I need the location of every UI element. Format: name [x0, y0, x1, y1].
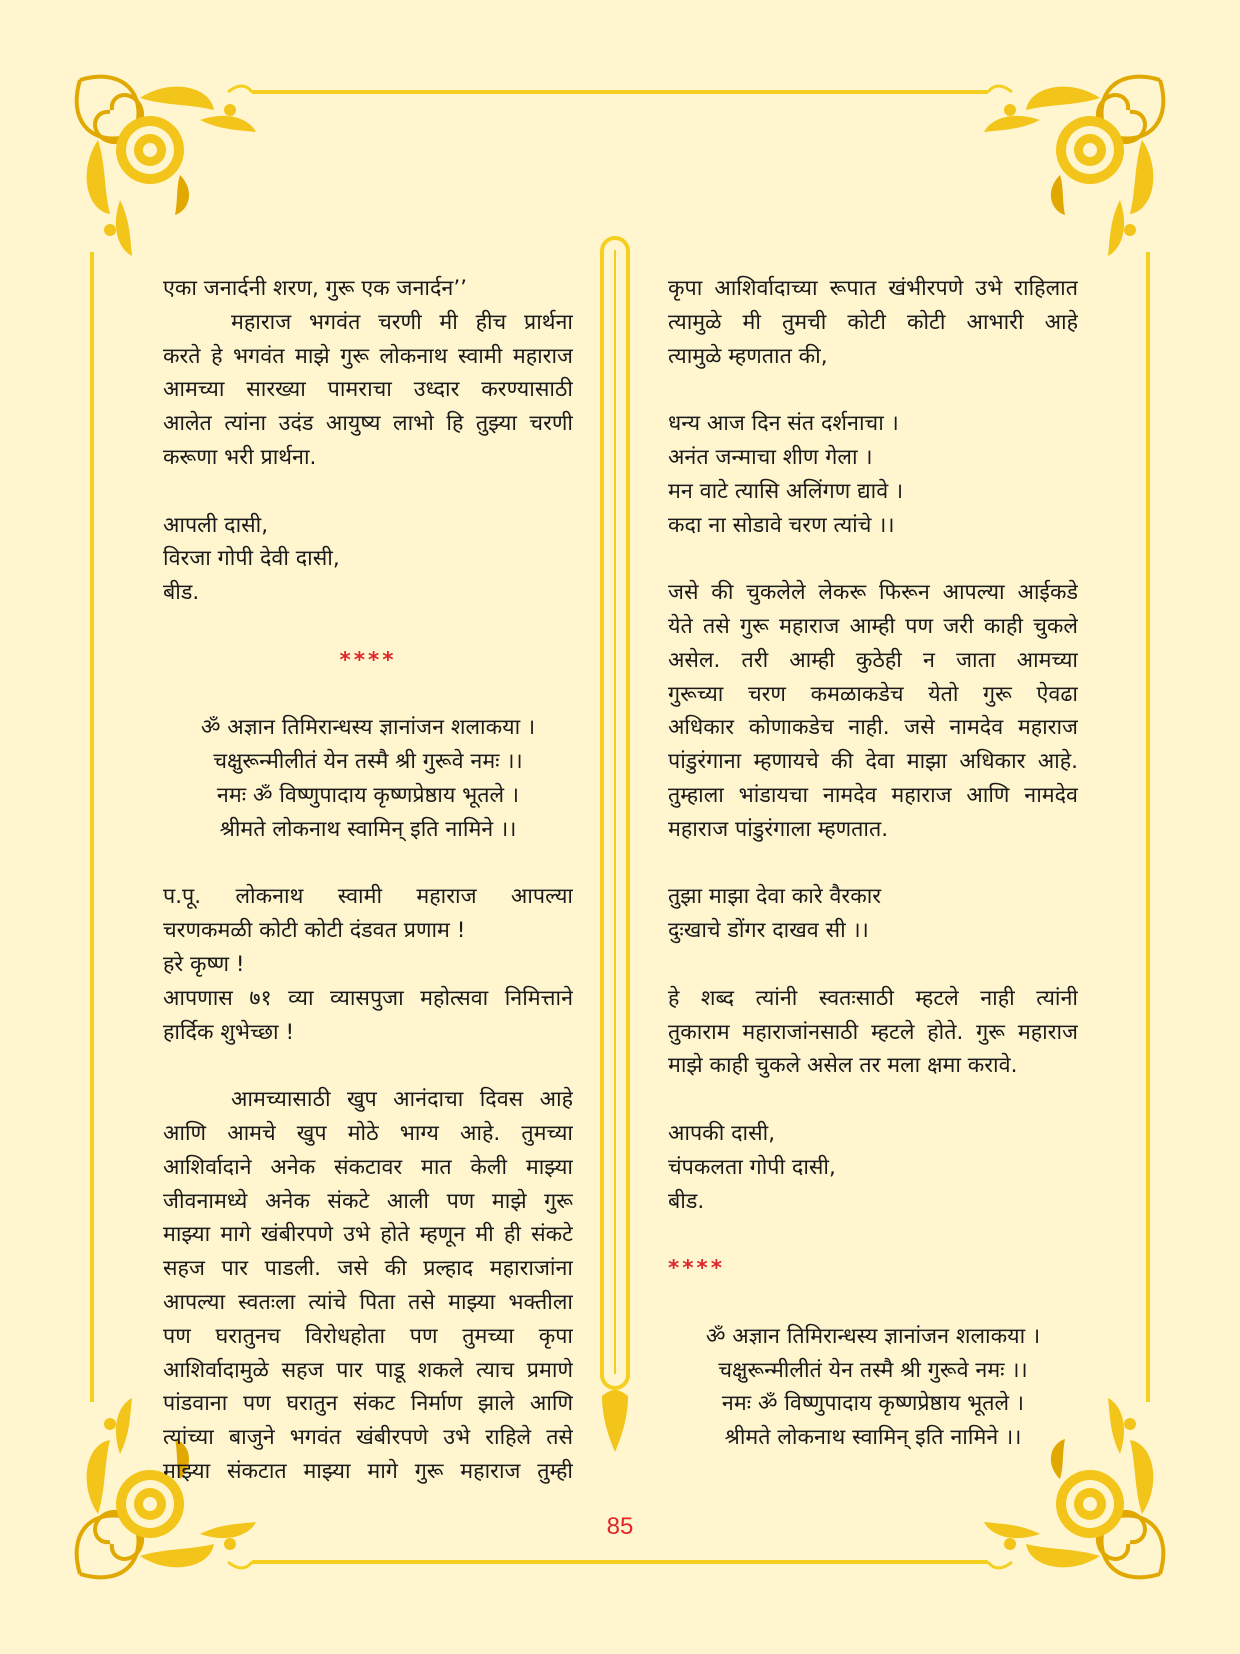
text-line: नमः ॐ विष्णुपादाय कृष्णप्रेष्ठाय भूतले । — [216, 782, 520, 808]
text-line: त्यामुळे मी तुमची कोटी कोटी आभारी आहे — [668, 309, 1078, 335]
text-line: माझे काही चुकले असेल तर मला क्षमा करावे. — [668, 1053, 1018, 1079]
text-line: आणि आमचे खुप मोठे भाग्य आहे. तुमच्या — [163, 1120, 573, 1146]
blank-line — [163, 678, 573, 712]
text-line: पण घरातुनच विरोधहोता पण तुमच्या कृपा — [163, 1323, 573, 1349]
blank-line — [163, 475, 573, 509]
text-line: गुरूच्या चरण कमळाकडेच येतो गुरू ऐवढा — [668, 681, 1078, 707]
section-divider-stars: **** — [339, 647, 397, 673]
text-line: हार्दिक शुभेच्छा ! — [163, 1019, 295, 1045]
text-line: जसे की चुकलेले लेकरू फिरून आपल्या आईकडे — [668, 580, 1078, 606]
blank-line — [668, 373, 1078, 407]
page-number: 85 — [606, 1513, 634, 1540]
text-line: माझ्या मागे खंबीरपणे उभे होते म्हणून मी ही संकटे — [163, 1222, 573, 1248]
text-line: प.पू. लोकनाथ स्वामी महाराज आपल्या — [163, 884, 573, 910]
text-line: नमः ॐ विष्णुपादाय कृष्णप्रेष्ठाय भूतले । — [721, 1391, 1025, 1417]
blank-line — [668, 1218, 1078, 1252]
text-line: चंपकलता गोपी दासी, — [668, 1154, 836, 1180]
text-line: करते हे भगवंत माझे गुरू लोकनाथ स्वामी महाराज — [163, 343, 573, 369]
text-line: अधिकार कोणाकडेच नाही. जसे नामदेव महाराज — [668, 715, 1078, 741]
text-line: येते तसे गुरू महाराज आम्ही पण जरी काही चुकले — [668, 613, 1078, 639]
text-line: धन्य आज दिन संत दर्शनाचा । — [668, 411, 899, 437]
text-line: बीड. — [163, 580, 200, 606]
text-line: आपल्या स्वतःला त्यांचे पिता तसे माझ्या भक्तीला — [163, 1289, 573, 1315]
text-line: एका जनार्दनी शरण, गुरू एक जनार्दन’’ — [163, 276, 467, 301]
text-line: अनंत जन्माचा शीण गेला । — [668, 444, 873, 470]
text-line: तुकाराम महाराजांनसाठी म्हटले होते. गुरू महाराज — [668, 1019, 1078, 1045]
left-column — [163, 272, 573, 1489]
text-line: चरणकमळी कोटी कोटी दंडवत प्रणाम ! — [163, 918, 466, 944]
blank-line — [668, 1286, 1078, 1320]
blank-line — [163, 847, 573, 881]
blank-line — [668, 542, 1078, 576]
text-line: आपली दासी, — [163, 512, 269, 538]
blank-line — [668, 847, 1078, 881]
text-line: पांडवाना पण घरातुन संकट निर्माण झाले आणि — [163, 1391, 573, 1417]
text-line: ॐ अज्ञान तिमिरान्धस्य ज्ञानांजन शलाकया । — [705, 1323, 1041, 1349]
text-line: आलेत त्यांना उदंड आयुष्य लाभो हि तुझ्या चरणी — [163, 411, 573, 437]
text-line: जीवनामध्ये अनेक संकटे आली पण माझे गुरू — [163, 1188, 573, 1214]
text-line: आशिर्वादामुळे सहज पार पाडू शकले त्याच प्रमाणे — [163, 1357, 573, 1383]
text-line: ॐ अज्ञान तिमिरान्धस्य ज्ञानांजन शलाकया । — [200, 715, 536, 741]
section-divider-stars: **** — [668, 1256, 725, 1282]
text-line: दुःखाचे डोंगर दाखव सी ।। — [668, 918, 869, 944]
text-line: हरे कृष्ण ! — [163, 951, 245, 977]
text-line: त्यांच्या बाजुने भगवंत खंबीरपणे उभे राहिले तसे — [163, 1425, 573, 1451]
blank-line — [163, 610, 573, 644]
text-line: बीड. — [668, 1188, 705, 1214]
text-line: चक्षुरून्मीलीतं येन तस्मै श्री गुरूवे नमः ।। — [718, 1357, 1028, 1383]
text-line: करूणा भरी प्रार्थना. — [163, 444, 317, 470]
text-line: विरजा गोपी देवी दासी, — [163, 546, 340, 572]
text-line: महाराज भगवंत चरणी मी हीच प्रार्थना — [231, 309, 573, 335]
blank-line — [163, 1049, 573, 1083]
text-line: सहज पार पाडली. जसे की प्रल्हाद महाराजांना — [163, 1256, 573, 1282]
text-line: माझ्या संकटात माझ्या मागे गुरू महाराज तुम्ही — [163, 1458, 573, 1484]
text-line: आमच्यासाठी खुप आनंदाचा दिवस आहे — [231, 1087, 573, 1113]
text-line: कदा ना सोडावे चरण त्यांचे ।। — [668, 512, 895, 538]
right-column — [668, 272, 1078, 1455]
text-line: श्रीमते लोकनाथ स्वामिन् इति नामिने ।। — [219, 816, 517, 842]
text-line: मन वाटे त्यासि अलिंगण द्यावे । — [668, 478, 904, 504]
text-line: आपणास ७१ व्या व्यासपुजा महोत्सवा निमित्ताने — [163, 985, 573, 1011]
text-line: तुझा माझा देवा कारे वैरकार — [668, 884, 882, 910]
blank-line — [668, 1083, 1078, 1117]
text-line: तुम्हाला भांडायचा नामदेव महाराज आणि नामदेव — [668, 782, 1078, 808]
text-line: चक्षुरून्मीलीतं येन तस्मै श्री गुरूवे नमः ।। — [213, 749, 523, 775]
text-line: हे शब्द त्यांनी स्वतःसाठी म्हटले नाही त्यांनी — [668, 985, 1078, 1011]
text-line: असेल. तरी आम्ही कुठेही न जाता आमच्या — [668, 647, 1078, 673]
text-line: आपकी दासी, — [668, 1120, 776, 1146]
text-line: महाराज पांडुरंगाला म्हणतात. — [668, 816, 889, 842]
blank-line — [668, 948, 1078, 982]
text-line: पांडुरंगाना म्हणायचे की देवा माझा अधिकार आहे. — [668, 749, 1078, 775]
text-line: कृपा आशिर्वादाच्या रूपात खंभीरपणे उभे राहिलात — [668, 276, 1078, 301]
text-line: आमच्या सारख्या पामराचा उध्दार करण्यासाठी — [163, 377, 573, 403]
text-line: आशिर्वादाने अनेक संकटावर मात केली माझ्या — [163, 1154, 573, 1180]
text-line: श्रीमते लोकनाथ स्वामिन् इति नामिने ।। — [724, 1425, 1022, 1451]
text-line: त्यामुळे म्हणतात की, — [668, 343, 828, 369]
